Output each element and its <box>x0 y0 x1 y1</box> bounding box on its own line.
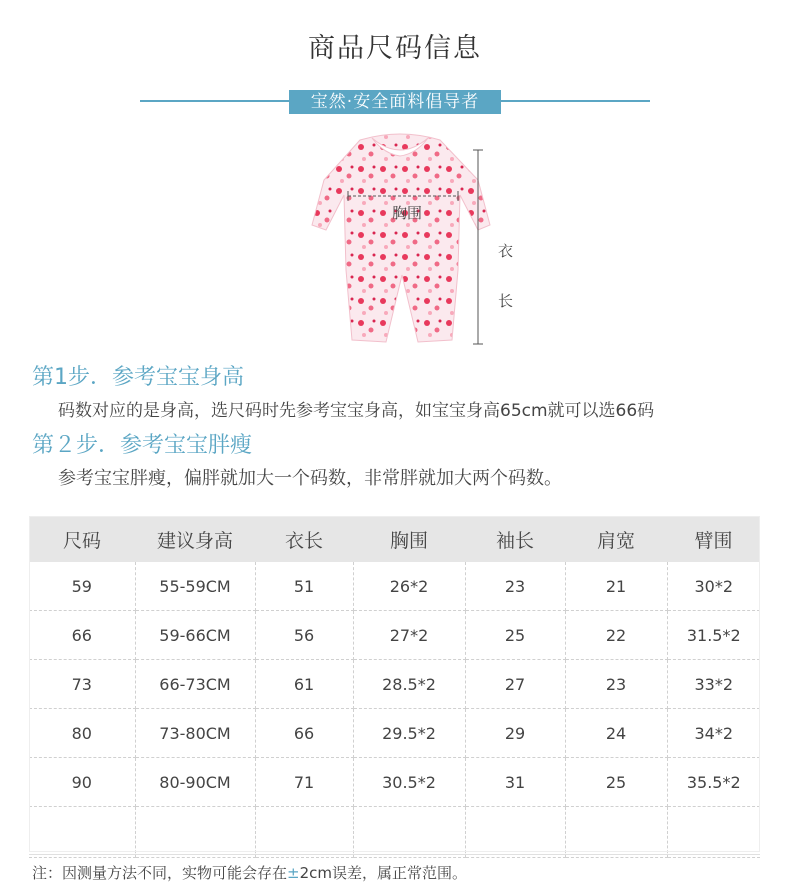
cell-length: 51 <box>255 562 353 611</box>
cell-size: 80 <box>29 709 135 758</box>
cell-sleeve: 25 <box>465 611 565 660</box>
table-row <box>29 660 760 709</box>
cell-length: 66 <box>255 709 353 758</box>
footnote-prefix: 注：因测量方法不同，实物可能会存在 <box>32 864 288 882</box>
cell-size: 90 <box>29 758 135 807</box>
cell-chest: 27*2 <box>353 611 465 660</box>
note-divider <box>29 854 760 855</box>
cell-height: 59-66CM <box>135 611 255 660</box>
cell-shoulder: 21 <box>565 562 667 611</box>
cell-sleeve: 27 <box>465 660 565 709</box>
cell-size: 66 <box>29 611 135 660</box>
cell-size: 73 <box>29 660 135 709</box>
header-sleeve: 袖长 <box>465 516 565 562</box>
cell-shoulder: 23 <box>565 660 667 709</box>
step-2-title: 第２步．参考宝宝胖瘦 <box>32 433 253 458</box>
header-size: 尺码 <box>29 516 135 562</box>
cell-height: 66-73CM <box>135 660 255 709</box>
header-shoulder: 肩宽 <box>565 516 667 562</box>
table-row-empty <box>29 807 760 858</box>
cell-chest: 28.5*2 <box>353 660 465 709</box>
romper-illustration <box>290 120 510 350</box>
length-label-1: 衣 <box>498 242 514 260</box>
cell-shoulder: 22 <box>565 611 667 660</box>
empty-cell <box>465 807 565 858</box>
page-title: 商品尺码信息 <box>308 33 482 64</box>
cell-height: 55-59CM <box>135 562 255 611</box>
cell-arm: 30*2 <box>667 562 760 611</box>
footnote <box>32 862 467 883</box>
cell-arm: 31.5*2 <box>667 611 760 660</box>
header-chest: 胸围 <box>353 516 465 562</box>
cell-chest: 29.5*2 <box>353 709 465 758</box>
empty-cell <box>135 807 255 858</box>
cell-shoulder: 24 <box>565 709 667 758</box>
cell-arm: 34*2 <box>667 709 760 758</box>
empty-cell <box>353 807 465 858</box>
table-row <box>29 611 760 660</box>
cell-arm: 33*2 <box>667 660 760 709</box>
cell-sleeve: 23 <box>465 562 565 611</box>
header-length: 衣长 <box>255 516 353 562</box>
cell-length: 61 <box>255 660 353 709</box>
table-header-row <box>29 516 760 562</box>
header-height: 建议身高 <box>135 516 255 562</box>
table-row <box>29 562 760 611</box>
chest-label: 胸围 <box>392 204 423 222</box>
table-row <box>29 758 760 807</box>
step-1-desc: 码数对应的是身高，选尺码时先参考宝宝身高，如宝宝身高65cm就可以选66码 <box>58 401 655 421</box>
divider-right <box>500 100 650 102</box>
table-row <box>29 709 760 758</box>
size-table <box>29 516 760 858</box>
step-2-desc: 参考宝宝胖瘦，偏胖就加大一个码数，非常胖就加大两个码数。 <box>58 468 562 489</box>
cell-arm: 35.5*2 <box>667 758 760 807</box>
divider-left <box>140 100 290 102</box>
plus-minus-sign: ± <box>287 864 300 882</box>
brand-badge: 宝然·安全面料倡导者 <box>289 90 501 114</box>
empty-cell <box>29 807 135 858</box>
cell-chest: 30.5*2 <box>353 758 465 807</box>
empty-cell <box>667 807 760 858</box>
step-1-title: 第1步．参考宝宝身高 <box>32 365 244 390</box>
length-label-2: 长 <box>498 292 514 310</box>
cell-sleeve: 29 <box>465 709 565 758</box>
empty-cell <box>565 807 667 858</box>
cell-height: 80-90CM <box>135 758 255 807</box>
cell-length: 71 <box>255 758 353 807</box>
cell-chest: 26*2 <box>353 562 465 611</box>
footnote-suffix: 2cm误差，属正常范围。 <box>299 864 467 882</box>
cell-sleeve: 31 <box>465 758 565 807</box>
empty-cell <box>255 807 353 858</box>
cell-height: 73-80CM <box>135 709 255 758</box>
cell-shoulder: 25 <box>565 758 667 807</box>
header-arm: 臂围 <box>667 516 760 562</box>
cell-size: 59 <box>29 562 135 611</box>
cell-length: 56 <box>255 611 353 660</box>
